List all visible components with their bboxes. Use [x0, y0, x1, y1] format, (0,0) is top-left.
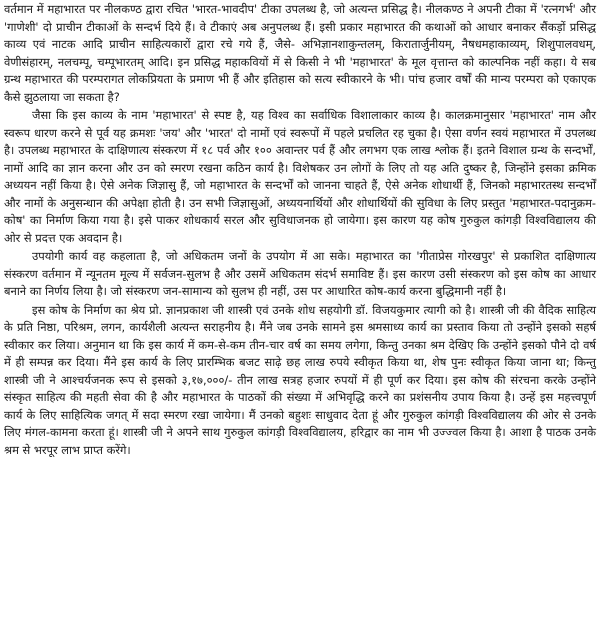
paragraph-2: जैसा कि इस काव्य के नाम 'महाभारत' से स्पष्ट है, यह विश्व का सर्वाधिक विशालाकार काव्य है। कालक्रमानुसार 'महाभारत' नाम और स्वरूप धारण करने से पूर्व यह क्रमशः 'जय' और 'भारत' दो नामों एवं स्वरूपों में पहले प्रचलित रह चुका है। ऐसा वर्णन स्वयं महाभारत में उपलब्ध है। उपलब्ध महाभारत के दाक्षिणात्य संस्करण में १८ पर्व और १०० अवान्तर पर्व हैं और लगभग एक लाख श्लोक हैं। इतने विशाल ग्रन्थ के सन्दर्भों, नामों आदि का ज्ञान करना और उन को स्मरण रखना कठिन कार्य है। विशेषकर उन लोगों के लिए तो यह अति दुष्कर है, जिन्होंने इसका क्रमिक अध्ययन नहीं किया है। ऐसे अनेक जिज्ञासु हैं, जो महाभारत के सन्दर्भों को जानना चाहते हैं, ऐसे अनेक शोधार्थी हैं, जिनको महाभारतस्थ सन्दर्भों और नामों के अनुसन्धान की अपेक्षा होती है। उन सभी जिज्ञासुओं, अध्ययनार्थियों और शोधार्थियों की सुविधा के लिए प्रस्तुत 'महाभारत-पदानुक्रम-कोष' का निर्माण किया गया है। इसे पाकर शोधकार्य सरल और सुविधाजनक हो जायेगा। इस कारण यह कोष गुरुकुल कांगड़ी विश्वविद्यालय की ओर से प्रदत्त एक अवदान है। [4, 108, 596, 245]
paragraph-1: वर्तमान में महाभारत पर नीलकण्ठ द्वारा रचित 'भारत-भावदीप' टीका उपलब्ध है, जो अत्यन्त प्रसिद्ध है। नीलकण्ठ ने अपनी टीका में 'रत्नगर्भ' और 'गाणेशी' दो प्राचीन टीकाओं के सन्दर्भ दिये हैं। वे टीकाएं अब अनुपलब्ध हैं। इसी प्रकार महाभारत की कथाओं को आधार बनाकर सैंकड़ों प्रसिद्ध काव्य एवं नाटक आदि प्राचीन साहित्यकारों द्वारा रचे गये हैं, जैसे- अभिज्ञानशाकुन्तलम्, किरातार्जुनीयम्, नैषधमहाकाव्यम्, शिशुपालवधम्, वेणीसंहारम्, नलचम्पू, चम्पूभारतम् आदि। इन प्रसिद्ध महाकवियों में से किसी ने भी 'महाभारत' के मूल वृत्तान्त को काल्पनिक नहीं कहा। ये सब ग्रन्थ महाभारत की परम्परागत लोकप्रियता के प्रमाण भी हैं और इतिहास को सत्य स्वीकारने के भी। पांच हजार वर्षों की मान्य परम्परा को एकाएक कैसे झुठलाया जा सकता है? [4, 2, 596, 104]
paragraph-4: इस कोष के निर्माण का श्रेय प्रो. ज्ञानप्रकाश जी शास्त्री एवं उनके शोध सहयोगी डॉ. विजयकुमार त्यागी को है। शास्त्री जी की वैदिक साहित्य के प्रति निष्ठा, परिश्रम, लगन, कार्यशैली अत्यन्त सराहनीय है। मैंने जब उनके सामने इस श्रमसाध्य कार्य का प्रस्ताव किया तो उन्होंने इसको सहर्ष स्वीकार कर लिया। अनुमान था कि इस कार्य में कम-से-कम तीन-चार वर्ष का समय लगेगा, किन्तु उनका श्रम देखिए कि उन्होंने इसको पौने दो वर्ष में ही सम्पन्न कर दिया। मैंने इस कार्य के लिए प्रारम्भिक बजट साढ़े छह लाख रुपये स्वीकृत किया था, शेष पुनः स्वीकृत किया जाना था; किन्तु शास्त्री जी ने आश्चर्यजनक रूप से इसको ३,१७,०००/- तीन लाख सत्रह हजार रुपयों में ही पूर्ण कर दिया। इस कोष की संरचना करके उन्होंने संस्कृत साहित्य की महती सेवा की है और महाभारत के पाठकों की संख्या में अभिवृद्धि करने का प्रशंसनीय उपाय किया है। उन्हें इस महत्त्वपूर्ण कार्य के लिए साहित्यिक जगत् में सदा स्मरण रखा जायेगा। मैं उनको बहुशः साधुवाद देता हूं और गुरुकुल कांगड़ी विश्वविद्यालय की ओर से उनके लिए मंगल-कामना करता हूं। शास्त्री जी ने अपने साथ गुरुकुल कांगड़ी विश्वविद्यालय, हरिद्वार का नाम भी उज्ज्वल किया है। आशा है पाठक उनके श्रम से भरपूर लाभ प्राप्त करेंगे। [4, 302, 596, 457]
paragraph-3: उपयोगी कार्य वह कहलाता है, जो अधिकतम जनों के उपयोग में आ सके। महाभारत का 'गीताप्रेस गोरखपुर' से प्रकाशित दाक्षिणात्य संस्करण वर्तमान में न्यूनतम मूल्य में सर्वजन-सुलभ है और उसमें अधिकतम संदर्भ समाविष्ट हैं। इस कारण उसी संस्करण को इस कोष का आधार बनाने का निर्णय लिया है। जो संस्करण जन-सामान्य को सुलभ ही नहीं, उस पर आधारित कोष-कार्य करना बुद्धिमानी नहीं है। [4, 249, 596, 298]
